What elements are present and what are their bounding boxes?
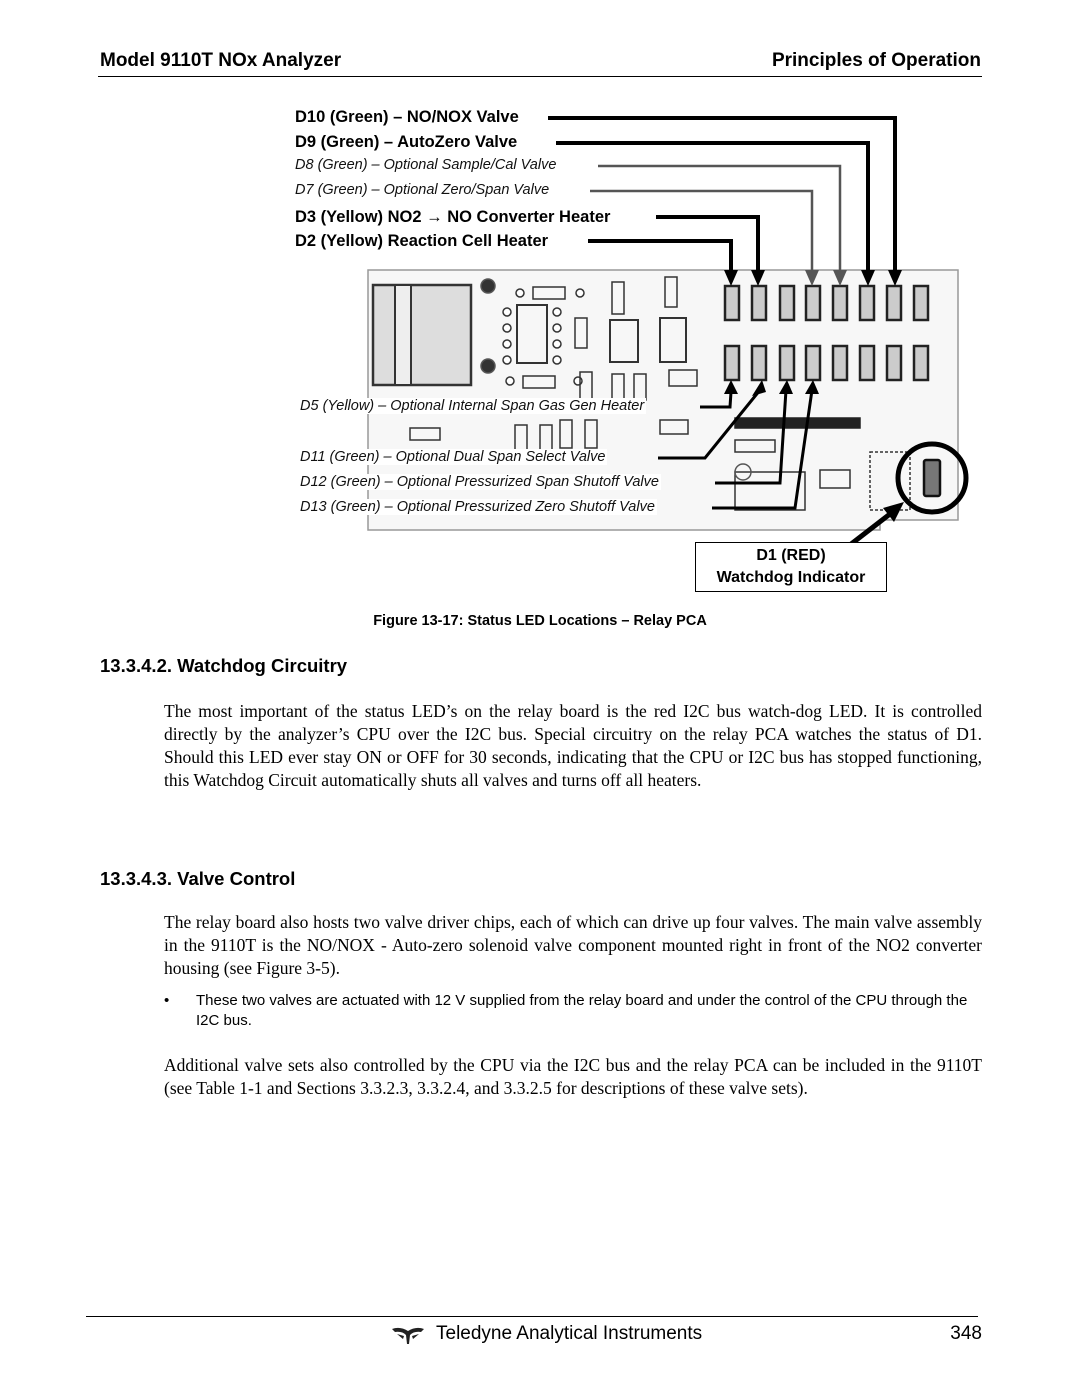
teledyne-logo-icon [391,1325,425,1345]
bullet-text: These two valves are actuated with 12 V supplied from the relay board and under the control of the CPU through the I2C bus. [196,992,968,1029]
watchdog-label-line1: D1 (RED) [756,547,826,564]
footer-rule [86,1316,978,1317]
page-number: 348 [950,1323,982,1344]
relay-pca-board-drawing [0,0,1080,640]
label-d12: D12 (Green) – Optional Pressurized Span Shutoff Valve [300,474,659,490]
label-d8: D8 (Green) – Optional Sample/Cal Valve [295,157,557,173]
header-section: Principles of Operation [771,50,981,71]
label-d5: D5 (Yellow) – Optional Internal Span Gas Gen Heater [300,398,645,414]
label-d7: D7 (Green) – Optional Zero/Span Valve [295,182,550,198]
label-d3: D3 (Yellow) NO2 → NO Converter Heater [295,208,611,226]
bullet-icon: • [164,992,170,1009]
label-d10: D10 (Green) – NO/NOX Valve [295,108,519,126]
label-d2: D2 (Yellow) Reaction Cell Heater [295,232,549,250]
footer-company: Teledyne Analytical Instruments [436,1323,703,1344]
additional-valves-paragraph: Additional valve sets also controlled by the CPU via the I2C bus and the relay PCA can be included in the 9110T (see Table 1-1 and Sections 3.3.2.3, 3.3.2.4, and 3.3.2.5 for descriptions of these valve sets). [164,1055,982,1098]
label-d13: D13 (Green) – Optional Pressurized Zero Shutoff Valve [300,499,655,515]
watchdog-indicator-label [695,542,887,592]
section-heading-valve-control: 13.3.4.3. Valve Control [100,868,296,889]
watchdog-paragraph: The most important of the status LED’s on the relay board is the red I2C bus watch-dog LED. It is controlled directly by the analyzer’s CPU over the I2C bus. Special circuitry on the relay PCA watches the status of D1. Should this LED ever stay ON or OFF for 30 seconds, indicating that the CPU or I2C bus has stopped functioning, this Watchdog Circuit automatically shuts all valves and turns off all heaters. [164,701,982,790]
relay-pca-figure [0,0,1080,640]
watchdog-label-line2: Watchdog Indicator [716,569,866,586]
label-d11: D11 (Green) – Optional Dual Span Select Valve [300,449,606,465]
header-title: Model 9110T NOx Analyzer [100,50,342,71]
label-d9: D9 (Green) – AutoZero Valve [295,133,518,151]
valve-control-paragraph: The relay board also hosts two valve driver chips, each of which can drive up four valves. The main valve assembly in the 9110T is the NO/NOX - Auto-zero solenoid valve component mounted right in front of the NO2 converter housing (see Figure 3-5). [164,912,982,978]
figure-caption: Figure 13-17: Status LED Locations – Relay PCA [373,613,707,629]
section-heading-watchdog: 13.3.4.2. Watchdog Circuitry [100,655,348,676]
